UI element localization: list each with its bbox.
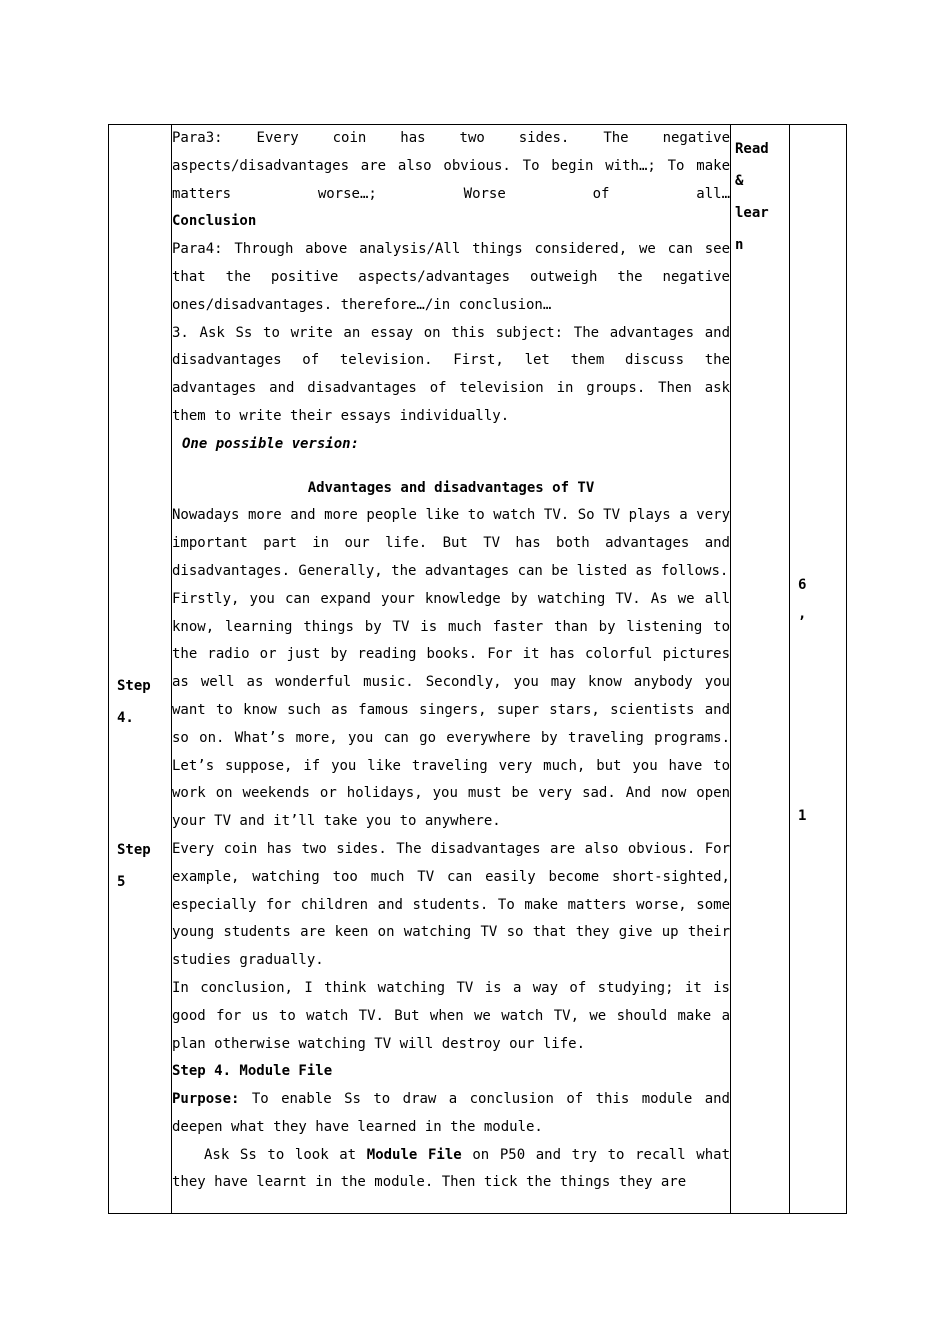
time-line-1: 6: [798, 577, 807, 593]
method-line-3: lear: [735, 205, 769, 221]
essay-paragraph-2: Firstly, you can expand your knowledge by watching TV. As we all know, learning things by TV is much faster than by listening to the radio or just by reading books. For it has colorful pictures as well as wonderful music. Secondly, you may know anybody you want to know such as famous singers, super stars, scientists and so on. What’s more, you can go everywhere by traveling programs. Let’s suppose, if you like traveling very much, but you have to work on weekends or holidays, you must be very sad. And now open your TV and it’ll take you to anywhere.: [172, 590, 730, 830]
step-label-a-line1: Step: [117, 678, 151, 694]
method-label: [735, 125, 785, 261]
essay-paragraph-4: In conclusion, I think watching TV is a way of studying; it is good for us to watch TV. But when we watch TV, we should make a plan otherwise watching TV will destroy our life.: [172, 979, 730, 1052]
step-label-b-line2: 5: [117, 874, 126, 890]
lesson-plan-table: [108, 124, 847, 1214]
content-body: [172, 125, 730, 1213]
essay-paragraph-1: Nowadays more and more people like to watch TV. So TV plays a very important part in our life. But TV has both advantages and disadvantages. Generally, the advantages can be listed as follows.: [172, 507, 730, 579]
time-line-3: 1: [798, 808, 807, 824]
step-label-a-line2: 4.: [117, 710, 134, 726]
method-line-2: &: [735, 173, 744, 189]
task3-text: 3. Ask Ss to write an essay on this subject: The advantages and disadvantages of television. First, let them discuss the advantages and disadvantages of television in groups. Then ask them to write their essays individually.: [172, 324, 730, 424]
essay-paragraph-3: Every coin has two sides. The disadvantages are also obvious. For example, watching too much TV can easily become short-sighted, especially for children and students. To make matters worse, some young students are keen on watching TV so that they give up their studies gradually.: [172, 840, 730, 969]
time-cell: [790, 125, 847, 1214]
conclusion-heading: Conclusion: [172, 213, 257, 230]
time-label-bottom: [798, 802, 806, 831]
essay-title: Advantages and disadvantages of TV: [307, 479, 595, 496]
method-line-4: n: [735, 237, 744, 253]
method-cell: [731, 125, 790, 1214]
purpose-text: To enable Ss to draw a conclusion of this module and deepen what they have learned in the module.: [172, 1091, 730, 1135]
purpose-label: Purpose:: [172, 1091, 240, 1108]
step-label-b-line1: Step: [117, 842, 151, 858]
possible-version-label: One possible version:: [182, 435, 360, 452]
step-label-b: [117, 834, 157, 898]
table-row: [109, 125, 847, 1214]
content-cell: [172, 125, 731, 1214]
module-file-pre: Ask Ss to look at: [204, 1146, 367, 1163]
step-cell: [109, 125, 172, 1214]
para4-text: Para4: Through above analysis/All things considered, we can see that the positive aspects/advantages outweigh the negative ones/disadvantages. therefore…/in conclusion…: [172, 241, 730, 313]
purpose-line: [172, 1086, 730, 1142]
method-line-1: Read: [735, 141, 769, 157]
para3-text: Para3: Every coin has two sides. The negative aspects/disadvantages are also obvious. To begin with…; To make matters worse…; Worse of all…: [172, 130, 730, 202]
module-file-bold: Module File: [366, 1146, 462, 1163]
module-file-post: on P50 and try to recall what they have learnt in the module. Then tick the things they are: [172, 1146, 730, 1191]
time-line-2: ,: [798, 606, 807, 622]
time-label-top: [798, 571, 806, 629]
step4-heading: Step 4. Module File: [172, 1063, 333, 1080]
module-file-instruction: [172, 1142, 730, 1198]
step-label-a: [117, 670, 157, 734]
